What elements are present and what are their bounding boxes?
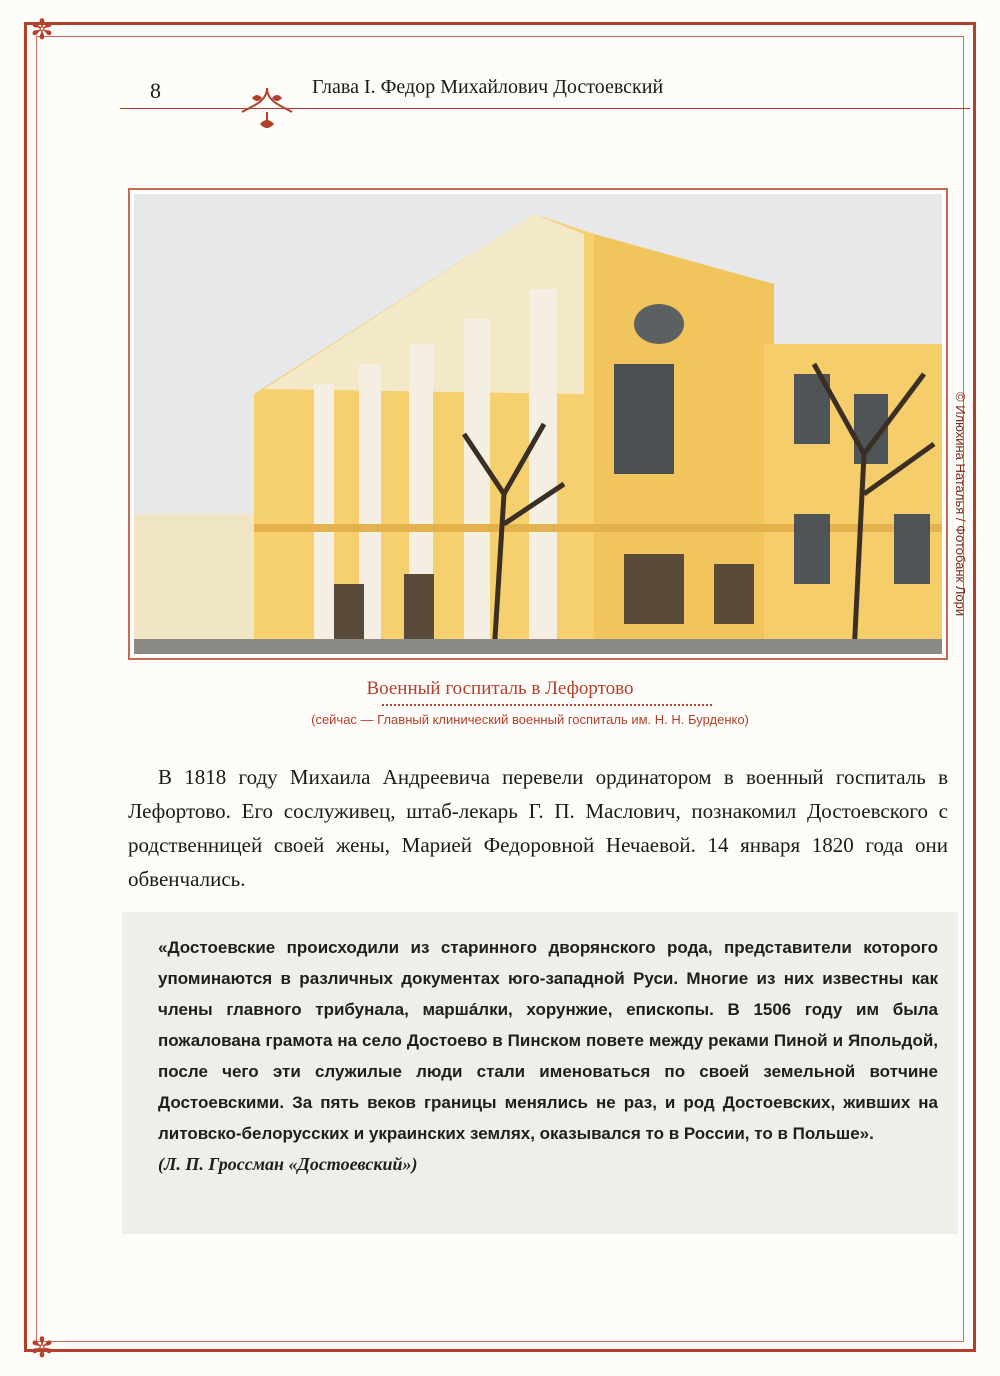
corner-ornament-icon: ✼ [30,1331,54,1364]
quote-source: (Л. П. Гроссман «Достоевский») [158,1154,418,1174]
quote-box [122,912,958,1234]
photo-caption: Военный госпиталь в Лефортово [366,678,634,699]
photo-credit [950,392,970,662]
body-paragraph [128,760,948,896]
chapter-title: Глава I. Федор Михайлович Достоевский [312,76,664,98]
hospital-building-illustration [134,194,942,654]
caption-dotted-rule [382,704,712,706]
hospital-photo [134,194,942,654]
photo-credit-text: © Илюхина Наталья / Фотобанк Лори [953,392,968,617]
photo-frame [128,188,948,660]
page-number: 8 [150,78,161,103]
page-header [120,64,970,124]
quote-text-block [158,932,938,1180]
corner-ornament-icon: ✼ [30,13,54,46]
photo-subcaption: (сейчас — Главный клинический военный госпиталь им. Н. Н. Бурденко) [311,712,749,727]
body-paragraph-text: В 1818 году Михаила Андреевича перевели ординатором в военный госпиталь в Лефортово. Его сослуживец, штаб-лекарь Г. П. Маслович, познакомил Достоевского с родственницей своей жены, Марией Федоровной Нечаевой. 14 января 1820 года они обвенчались. [128,765,948,891]
quote-text: «Достоевские происходили из старинного дворянского рода, представители которого упоминаются в различных документах юго-западной Руси. Многие из них известны как члены главного трибунала, маршáлки, хорунжие, епископы. В 1506 году им была пожалована грамота на село Достоево в Пинском повете между реками Пиной и Япольдой, после чего эти служилые люди стали именоваться по своей земельной вотчине Достоевскими. За пять веков границы менялись не раз, и род Достоевских, живших на литовско-белорусских и украинских землях, оказывался то в России, то в Польше». [158,938,938,1143]
floral-ornament-icon [232,84,302,132]
